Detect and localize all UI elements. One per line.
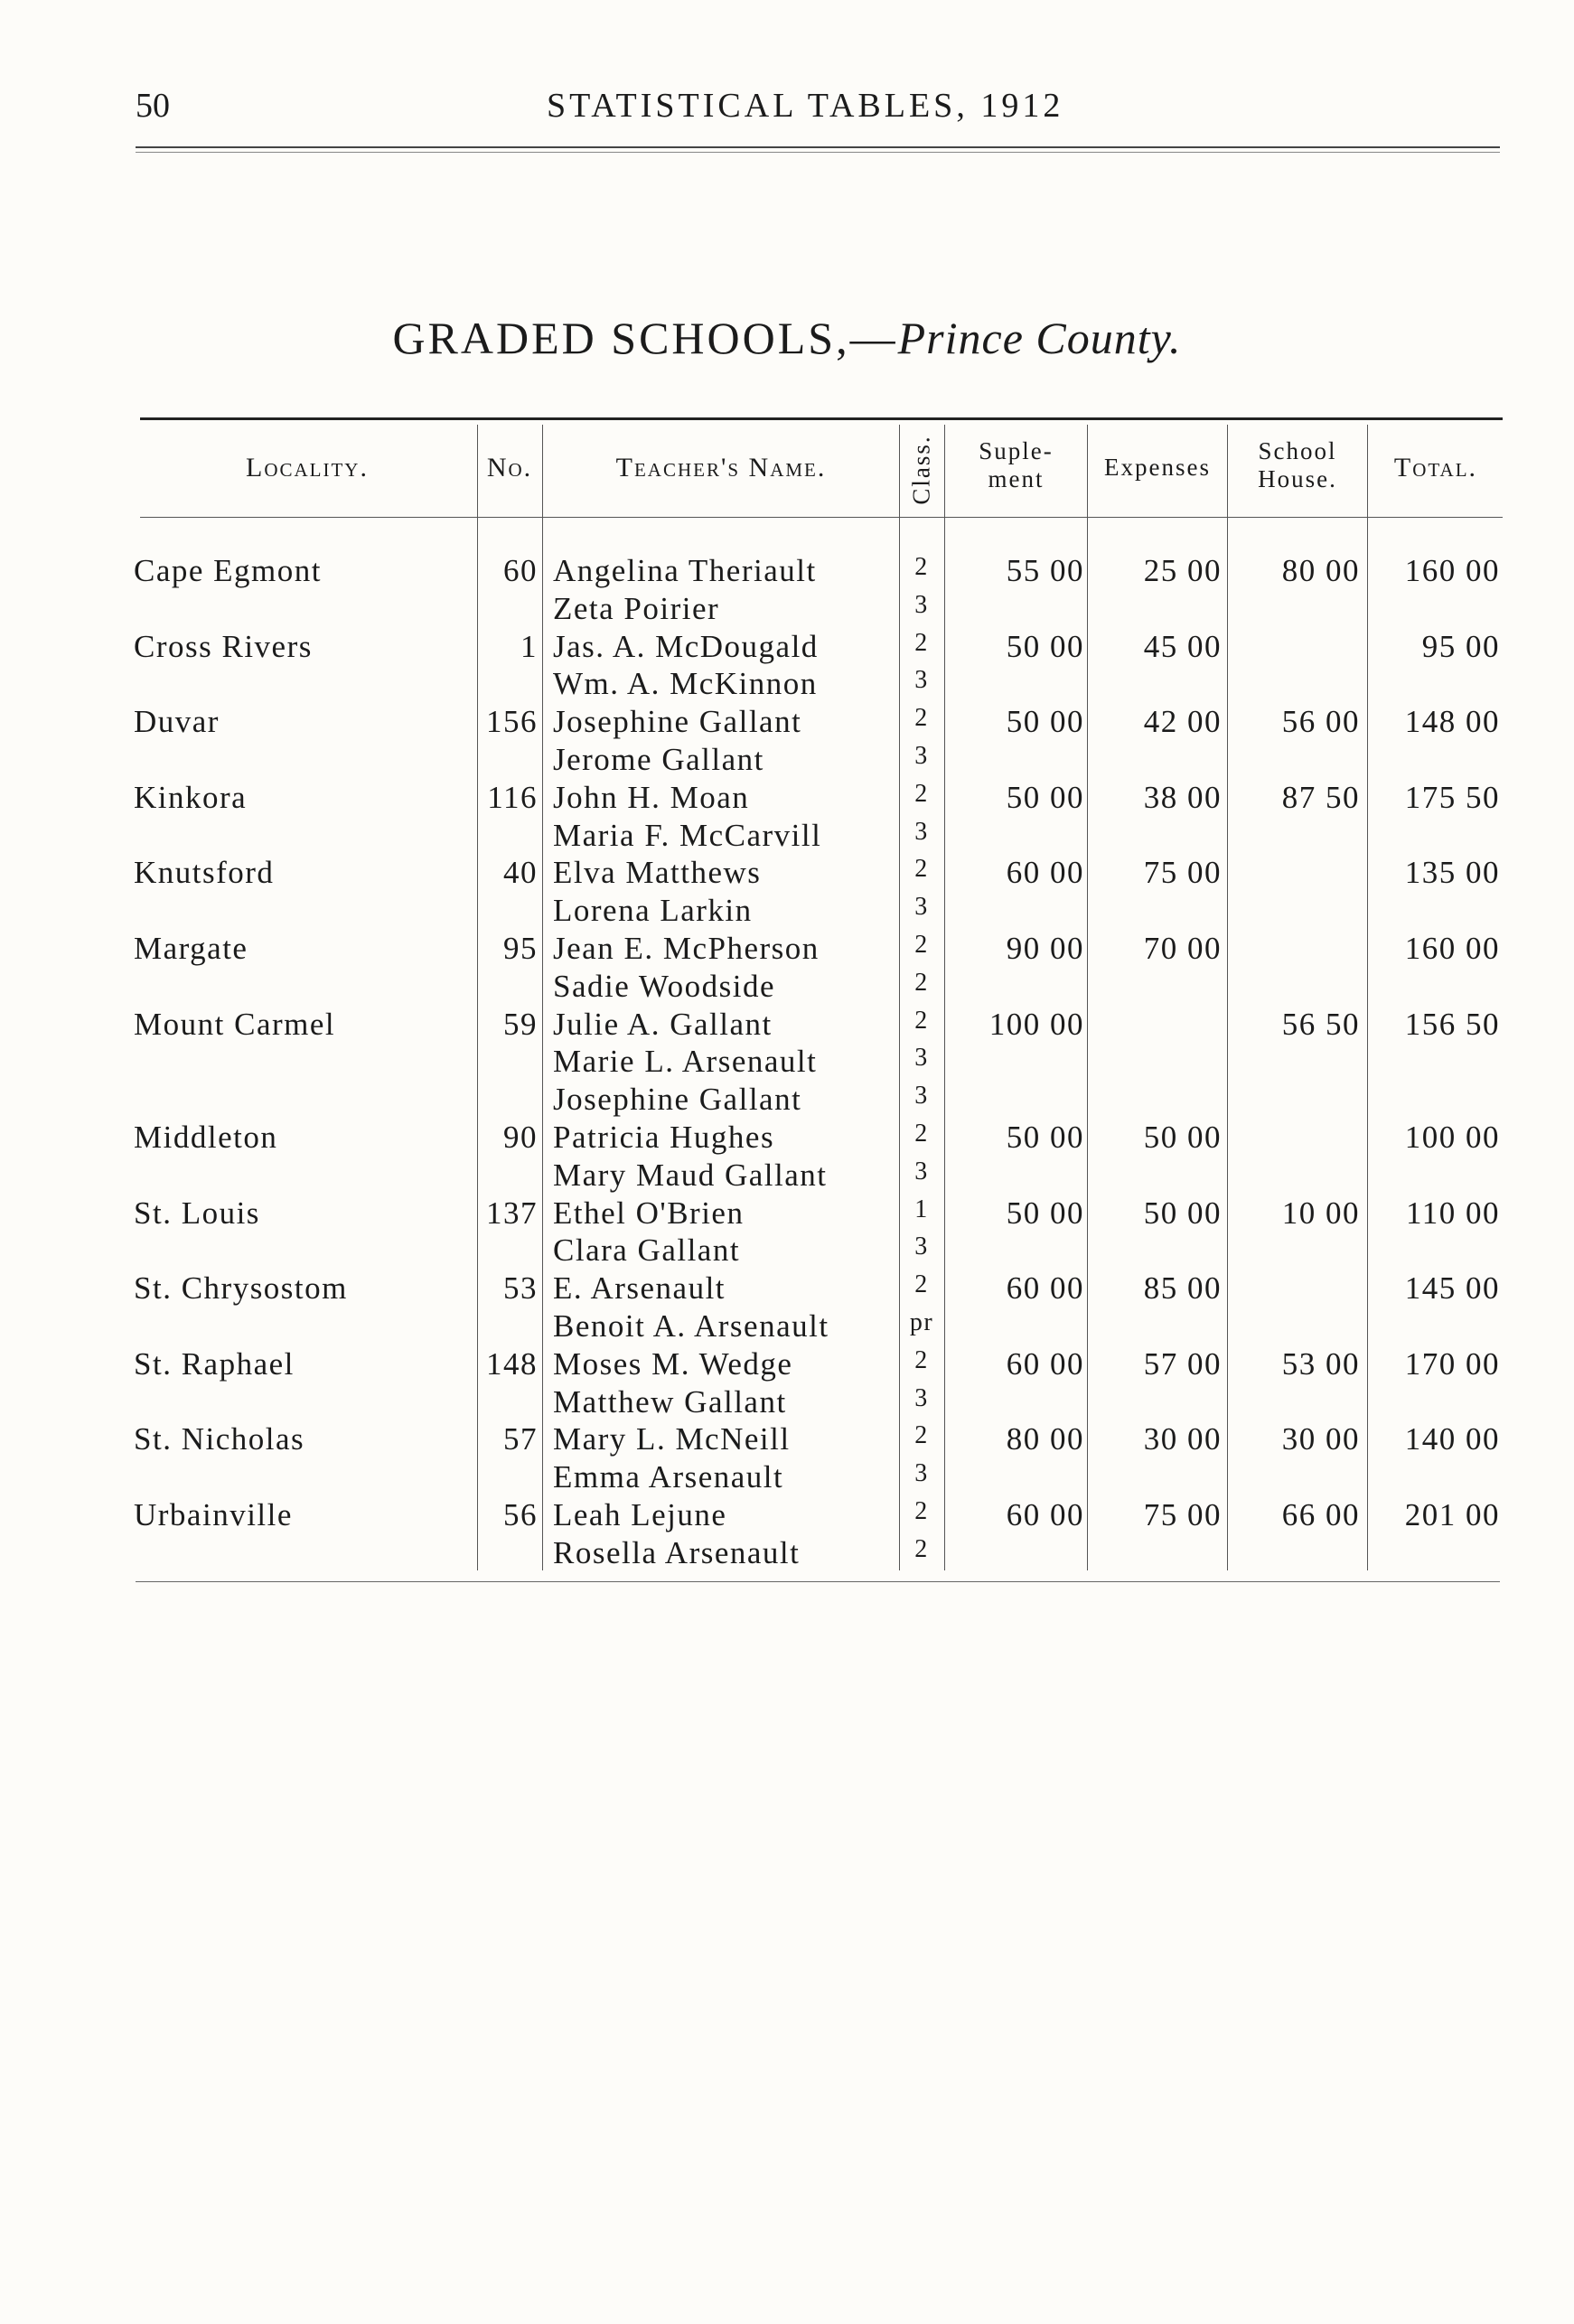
row-teacher: Emma Arsenault	[553, 1459, 784, 1495]
header-teacher: Teacher's Name.	[615, 453, 827, 483]
table-bottom-rule	[136, 1581, 1500, 1582]
row-teacher: Maria F. McCarvill	[553, 817, 822, 853]
row-school-house: 66 00	[1281, 1497, 1360, 1532]
table-top-rule	[140, 417, 1503, 420]
table-row	[0, 1497, 1574, 1535]
row-no: 59	[503, 1006, 538, 1042]
section-title-main: GRADED SCHOOLS,—	[392, 313, 898, 363]
row-school-house: 10 00	[1281, 1195, 1360, 1231]
row-no: 57	[503, 1421, 538, 1457]
row-expenses: 85 00	[1143, 1270, 1222, 1307]
row-class: 3	[914, 817, 929, 846]
row-locality: Knutsford	[134, 855, 275, 891]
row-teacher: Rosella Arsenault	[553, 1534, 801, 1570]
row-supplement: 60 00	[1006, 855, 1084, 891]
row-expenses: 75 00	[1143, 855, 1222, 891]
page-number: 50	[136, 87, 170, 125]
row-class: 3	[914, 1459, 929, 1488]
row-total: 100 00	[1404, 1120, 1500, 1155]
row-supplement: 60 00	[1006, 1270, 1084, 1307]
row-expenses: 50 00	[1143, 1120, 1222, 1155]
row-expenses: 57 00	[1143, 1345, 1222, 1382]
row-teacher: Angelina Theriault	[553, 553, 817, 588]
row-school-house: 53 00	[1281, 1345, 1360, 1382]
table-row	[0, 1044, 1574, 1082]
header-expenses: Expenses	[1104, 454, 1211, 481]
table-row	[0, 1384, 1574, 1422]
row-supplement: 100 00	[988, 1006, 1084, 1042]
table-row	[0, 591, 1574, 629]
row-teacher: Leah Lejune	[553, 1497, 727, 1532]
row-locality: Middleton	[134, 1120, 278, 1155]
table-row	[0, 553, 1574, 591]
header-locality: Locality.	[246, 453, 369, 483]
table-row	[0, 1082, 1574, 1120]
table-row	[0, 1346, 1574, 1384]
row-locality: St. Nicholas	[134, 1421, 305, 1457]
header-no: No.	[486, 453, 533, 483]
row-supplement: 50 00	[1006, 1120, 1084, 1155]
row-teacher: E. Arsenault	[553, 1270, 726, 1307]
row-no: 53	[503, 1270, 538, 1307]
table-row	[0, 1270, 1574, 1308]
row-teacher: Clara Gallant	[553, 1232, 741, 1269]
row-no: 137	[486, 1195, 538, 1231]
row-class: 2	[914, 1120, 929, 1148]
row-locality: St. Raphael	[134, 1345, 295, 1382]
row-school-house: 56 00	[1281, 704, 1360, 740]
row-locality: Duvar	[134, 704, 220, 740]
page-header	[136, 86, 1500, 131]
header-total: Total.	[1393, 453, 1478, 483]
row-total: 201 00	[1404, 1497, 1500, 1532]
row-locality: Mount Carmel	[134, 1006, 336, 1042]
table-row	[0, 742, 1574, 780]
row-teacher: Wm. A. McKinnon	[553, 666, 818, 702]
row-expenses: 30 00	[1143, 1421, 1222, 1457]
row-teacher: Lorena Larkin	[553, 893, 753, 929]
row-teacher: Matthew Gallant	[553, 1383, 787, 1420]
row-class: 2	[914, 1270, 929, 1299]
table-row	[0, 1459, 1574, 1497]
running-title: STATISTICAL TABLES, 1912	[547, 87, 1064, 125]
row-teacher: Jas. A. McDougald	[553, 628, 819, 664]
row-total: 145 00	[1404, 1270, 1500, 1307]
row-expenses: 42 00	[1143, 704, 1222, 740]
row-supplement: 50 00	[1006, 779, 1084, 815]
row-no: 90	[503, 1120, 538, 1155]
row-class: 3	[914, 742, 929, 770]
row-expenses: 75 00	[1143, 1497, 1222, 1532]
header-school-house	[1229, 437, 1366, 493]
row-total: 175 50	[1404, 779, 1500, 815]
row-class: 3	[914, 590, 929, 619]
row-class: 3	[914, 1157, 929, 1185]
row-class: 2	[914, 968, 929, 997]
row-class: 2	[914, 553, 929, 581]
row-class: 2	[914, 704, 929, 733]
row-expenses: 45 00	[1143, 628, 1222, 664]
row-locality: St. Chrysostom	[134, 1270, 348, 1307]
header-rule-thin	[136, 152, 1500, 153]
row-class: 2	[914, 1534, 929, 1563]
row-teacher: Sadie Woodside	[553, 968, 775, 1004]
table-row	[0, 931, 1574, 969]
row-total: 156 50	[1404, 1006, 1500, 1042]
row-teacher: John H. Moan	[553, 779, 750, 815]
row-teacher: Jean E. McPherson	[553, 931, 820, 966]
row-school-house: 30 00	[1281, 1421, 1360, 1457]
row-total: 170 00	[1404, 1345, 1500, 1382]
row-total: 140 00	[1404, 1421, 1500, 1457]
table-header-rule	[140, 517, 1503, 518]
row-teacher: Josephine Gallant	[553, 1082, 802, 1118]
row-class: 2	[914, 1006, 929, 1035]
row-school-house: 87 50	[1281, 779, 1360, 815]
row-total: 148 00	[1404, 704, 1500, 740]
row-expenses: 25 00	[1143, 553, 1222, 588]
header-house-line2: House.	[1258, 465, 1337, 492]
row-total: 160 00	[1404, 931, 1500, 966]
row-class: 3	[914, 1383, 929, 1412]
row-supplement: 80 00	[1006, 1421, 1084, 1457]
table-row	[0, 1195, 1574, 1233]
row-class: 3	[914, 666, 929, 695]
row-school-house: 80 00	[1281, 553, 1360, 588]
row-class: 2	[914, 1345, 929, 1374]
header-supplement-line2: ment	[988, 465, 1045, 492]
row-supplement: 90 00	[1006, 931, 1084, 966]
row-no: 148	[486, 1345, 538, 1382]
row-locality: Cross Rivers	[134, 628, 313, 664]
row-teacher: Elva Matthews	[553, 855, 762, 891]
table-row	[0, 1308, 1574, 1346]
section-title-sub: Prince County.	[897, 313, 1182, 363]
row-expenses: 50 00	[1143, 1195, 1222, 1231]
row-class: 2	[914, 855, 929, 884]
header-class-label: Class.	[907, 435, 935, 505]
row-supplement: 55 00	[1006, 553, 1084, 588]
row-locality: Margate	[134, 931, 248, 966]
row-teacher: Patricia Hughes	[553, 1120, 775, 1155]
row-supplement: 50 00	[1006, 704, 1084, 740]
row-class: 2	[914, 1497, 929, 1525]
row-no: 156	[486, 704, 538, 740]
row-teacher: Jerome Gallant	[553, 742, 764, 777]
row-supplement: 60 00	[1006, 1497, 1084, 1532]
row-locality: St. Louis	[134, 1195, 260, 1231]
row-teacher: Moses M. Wedge	[553, 1345, 793, 1382]
row-no: 116	[487, 779, 538, 815]
row-locality: Urbainville	[134, 1497, 293, 1532]
header-house-line1: School	[1258, 437, 1337, 464]
row-expenses: 70 00	[1143, 931, 1222, 966]
row-supplement: 50 00	[1006, 1195, 1084, 1231]
row-supplement: 60 00	[1006, 1345, 1084, 1382]
row-class: 2	[914, 1421, 929, 1450]
row-class: 2	[914, 931, 929, 959]
table-row	[0, 855, 1574, 893]
row-class: 3	[914, 893, 929, 922]
table-row	[0, 1232, 1574, 1270]
row-teacher: Marie L. Arsenault	[553, 1044, 818, 1080]
row-teacher: Mary L. McNeill	[553, 1421, 791, 1457]
row-school-house: 56 50	[1281, 1006, 1360, 1042]
row-supplement: 50 00	[1006, 628, 1084, 664]
row-total: 135 00	[1404, 855, 1500, 891]
row-teacher: Julie A. Gallant	[553, 1006, 773, 1042]
row-class: 3	[914, 1232, 929, 1261]
row-no: 60	[503, 553, 538, 588]
table-row	[0, 780, 1574, 818]
row-class: 3	[914, 1044, 929, 1073]
row-total: 95 00	[1421, 628, 1500, 664]
table-row	[0, 818, 1574, 856]
header-supplement-line1: Suple-	[979, 437, 1054, 464]
row-teacher: Zeta Poirier	[553, 590, 720, 626]
row-no: 56	[503, 1497, 538, 1532]
table-row	[0, 969, 1574, 1007]
table-row	[0, 1421, 1574, 1459]
table-row	[0, 893, 1574, 931]
row-no: 1	[520, 628, 538, 664]
row-locality: Kinkora	[134, 779, 248, 815]
table-row	[0, 704, 1574, 742]
table-row	[0, 1007, 1574, 1045]
table-row	[0, 1120, 1574, 1157]
row-class: 1	[914, 1195, 929, 1223]
row-no: 95	[503, 931, 538, 966]
row-teacher: Benoit A. Arsenault	[553, 1308, 829, 1344]
row-class: 2	[914, 628, 929, 657]
row-teacher: Mary Maud Gallant	[553, 1157, 828, 1193]
header-rule	[136, 146, 1500, 148]
row-locality: Cape Egmont	[134, 553, 322, 588]
table-row	[0, 1157, 1574, 1195]
header-class	[899, 425, 944, 515]
row-teacher: Josephine Gallant	[553, 704, 802, 740]
table-row	[0, 1535, 1574, 1573]
row-class: pr	[909, 1308, 934, 1336]
row-class: 2	[914, 779, 929, 808]
header-supplement	[946, 437, 1086, 493]
table-row	[0, 629, 1574, 667]
row-no: 40	[503, 855, 538, 891]
table-row	[0, 666, 1574, 704]
row-teacher: Ethel O'Brien	[553, 1195, 745, 1231]
row-total: 110 00	[1406, 1195, 1500, 1231]
row-expenses: 38 00	[1143, 779, 1222, 815]
section-title	[0, 312, 1574, 364]
row-total: 160 00	[1404, 553, 1500, 588]
row-class: 3	[914, 1082, 929, 1110]
